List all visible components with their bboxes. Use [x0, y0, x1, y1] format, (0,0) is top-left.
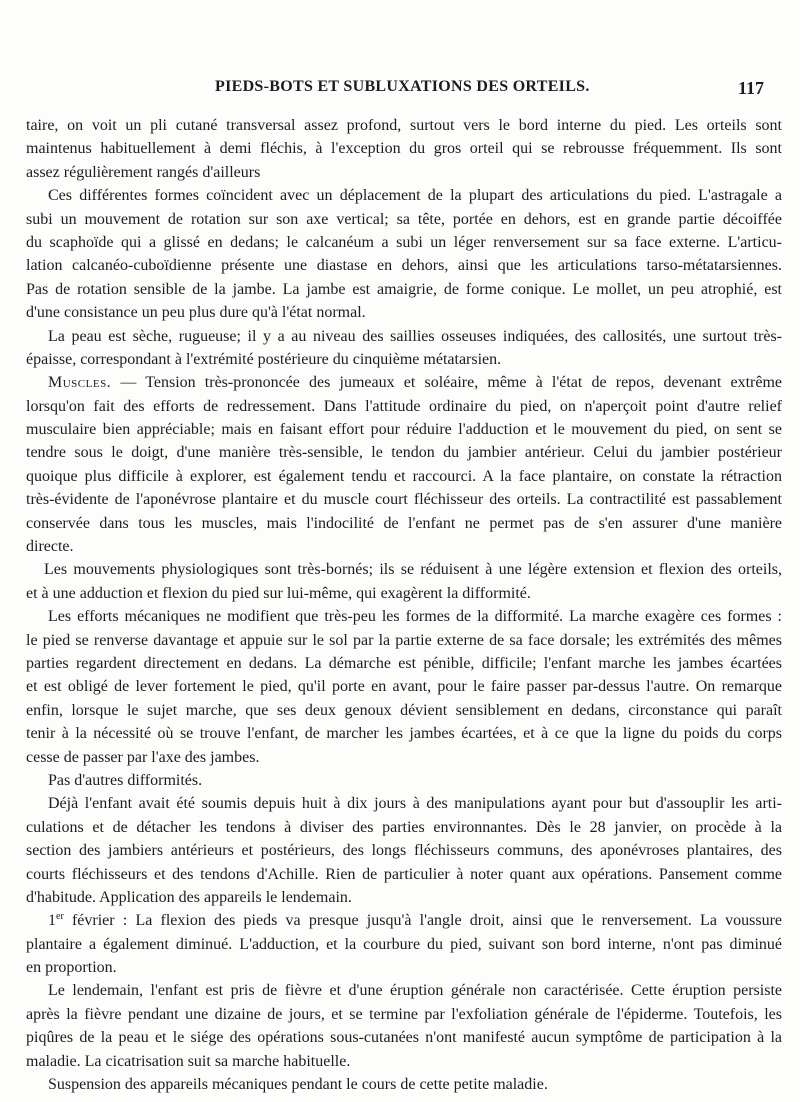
- text-line: parties regardent directement en dedans. La démarche est pénible, difficile; l'enfant marche les jambes écartées: [26, 654, 782, 672]
- text-segment: — Tension très-prononcée des jumeaux et soléaire, même à l'état de repos, devenant extrême: [111, 374, 782, 392]
- text-line: enfin, lorsque le sujet marche, que ses deux genoux dévient sensiblement en dedans, circonstance qui paraît: [26, 701, 782, 719]
- text-line: lorsqu'on fait des efforts de redressement. Dans l'attitude ordinaire du pied, on n'aperçoit point d'autre relief: [26, 397, 782, 415]
- text-line: Le lendemain, l'enfant est pris de fièvre et d'une éruption générale non caractérisée. Cette éruption persiste: [48, 982, 782, 1000]
- body-text: [26, 114, 782, 1096]
- text-line: courts fléchisseurs et des tendons d'Achille. Rien de particulier à noter quant aux opérations. Pansement comme: [26, 865, 782, 883]
- text-line: plantaire a également diminué. L'adduction, et la courbure du pied, suivant son bord interne, n'ont pas diminué: [26, 935, 782, 953]
- text-line: assez régulièrement rangés d'ailleurs: [26, 163, 261, 181]
- text-line: culations et de détacher les tendons à diviser des parties environnantes. Dès le 28 janvier, on procède à la: [26, 818, 782, 836]
- running-header: [0, 78, 800, 102]
- text-line: [26, 909, 782, 932]
- text-line: quoique plus difficile à explorer, est également tendu et raccourci. A la face plantaire, on constate la rétraction: [26, 467, 782, 485]
- text-line: piqûres de la peau et le siége des opérations sous-cutanées n'ont manifesté aucun symptôme de participation à la: [26, 1029, 782, 1047]
- text-line: Les efforts mécaniques ne modifient que très-peu les formes de la difformité. La marche exagère ces formes :: [48, 608, 782, 626]
- text-line: Pas d'autres difformités.: [48, 771, 203, 789]
- text-line: lation calcanéo-cuboïdienne présente une diastase en dehors, ainsi que les articulations tarso-métatarsiennes.: [26, 257, 782, 275]
- text-line: du scaphoïde qui a glissé en dedans; le calcanéum a subi un léger renversement sur sa face externe. L'articu-: [26, 233, 782, 251]
- text-line: tenir à la nécessité où se trouve l'enfant, de marcher les jambes écartées, et à ce que la ligne du poids du corps: [26, 725, 782, 743]
- text-line: d'une consistance un peu plus dure qu'à l'état normal.: [26, 304, 366, 322]
- text-line: Suspension des appareils mécaniques pendant le cours de cette petite maladie.: [48, 1076, 548, 1094]
- text-line: très-évidente de l'aponévrose plantaire et du muscle court fléchisseur des orteils. La contractilité est passablement: [26, 491, 782, 509]
- text-line: maintenus habituellement à demi fléchis, à l'exception du gros orteil qui se rebrousse fréquemment. Ils sont: [26, 140, 782, 158]
- text-line: conservée dans tous les muscles, mais l'indocilité de l'enfant ne permet pas de s'en assurer d'une manière: [26, 514, 782, 532]
- text-line: Ces différentes formes coïncident avec un déplacement de la plupart des articulations du pied. L'astragale a: [48, 187, 782, 205]
- text-line: taire, on voit un pli cutané transversal assez profond, surtout vers le bord interne du pied. Les orteils sont: [26, 117, 782, 134]
- text-line: tendre sous le doigt, d'une manière très-sensible, le tendon du jambier antérieur. Celui du jambier postérieur: [26, 444, 782, 462]
- text-line: Les mouvements physiologiques sont très-bornés; ils se réduisent à une légère extension et flexion des orteils,: [44, 561, 782, 579]
- text-line: musculaire bien appréciable; mais en faisant effort pour réduire l'adduction et le mouvement du pied, on sent se: [26, 421, 782, 439]
- text-segment: février : La flexion des pieds va presque jusqu'à l'angle droit, ainsi que le renversement. La voussure: [63, 912, 782, 930]
- text-line: [26, 371, 782, 394]
- text-line: en proportion.: [26, 959, 117, 977]
- text-line: après la fièvre pendant une dizaine de jours, et se termine par l'exfoliation générale de l'épiderme. Toutefois, les: [26, 1005, 782, 1023]
- running-title: PIEDS-BOTS ET SUBLUXATIONS DES ORTEILS.: [215, 78, 590, 95]
- text-line: épaisse, correspondant à l'extrémité postérieure du cinquième métatarsien.: [26, 350, 502, 368]
- text-line: et est obligé de lever fortement le pied, qu'il porte en avant, pour le faire passer par-dessus l'autre. On remarque: [26, 678, 782, 696]
- text-line: Déjà l'enfant avait été soumis depuis huit à dix jours à des manipulations ayant pour but d'assouplir les arti-: [48, 795, 782, 813]
- page-number: 117: [738, 78, 765, 98]
- text-line: cesse de passer par l'axe des jambes.: [26, 748, 260, 766]
- text-line: d'habitude. Application des appareils le lendemain.: [26, 888, 352, 906]
- text-line: subi un mouvement de rotation sur son axe vertical; sa tête, portée en dehors, est en grande partie décoiffée: [26, 210, 782, 228]
- date-lead: 1: [48, 912, 56, 930]
- text-line: La peau est sèche, rugueuse; il y a au niveau des saillies osseuses indiquées, des callosités, une surtout très-: [48, 327, 782, 345]
- text-line: maladie. La cicatrisation suit sa marche habituelle.: [26, 1052, 351, 1070]
- text-line: directe.: [26, 538, 74, 556]
- text-line: le pied se renverse davantage et appuie sur le sol par la partie externe de sa face dorsale; les extrémités des mêmes: [26, 631, 782, 649]
- section-lead: Muscles.: [48, 374, 112, 392]
- text-line: section des jambiers antérieurs et postérieurs, des longs fléchisseurs communs, des aponévroses plantaires, des: [26, 842, 782, 860]
- text-line: et à une adduction et flexion du pied sur lui-même, qui exagèrent la difformité.: [26, 584, 531, 602]
- date-superscript: er: [56, 911, 64, 923]
- text-line: Pas de rotation sensible de la jambe. La jambe est amaigrie, de forme conique. Le mollet, un peu atrophié, est: [26, 280, 782, 298]
